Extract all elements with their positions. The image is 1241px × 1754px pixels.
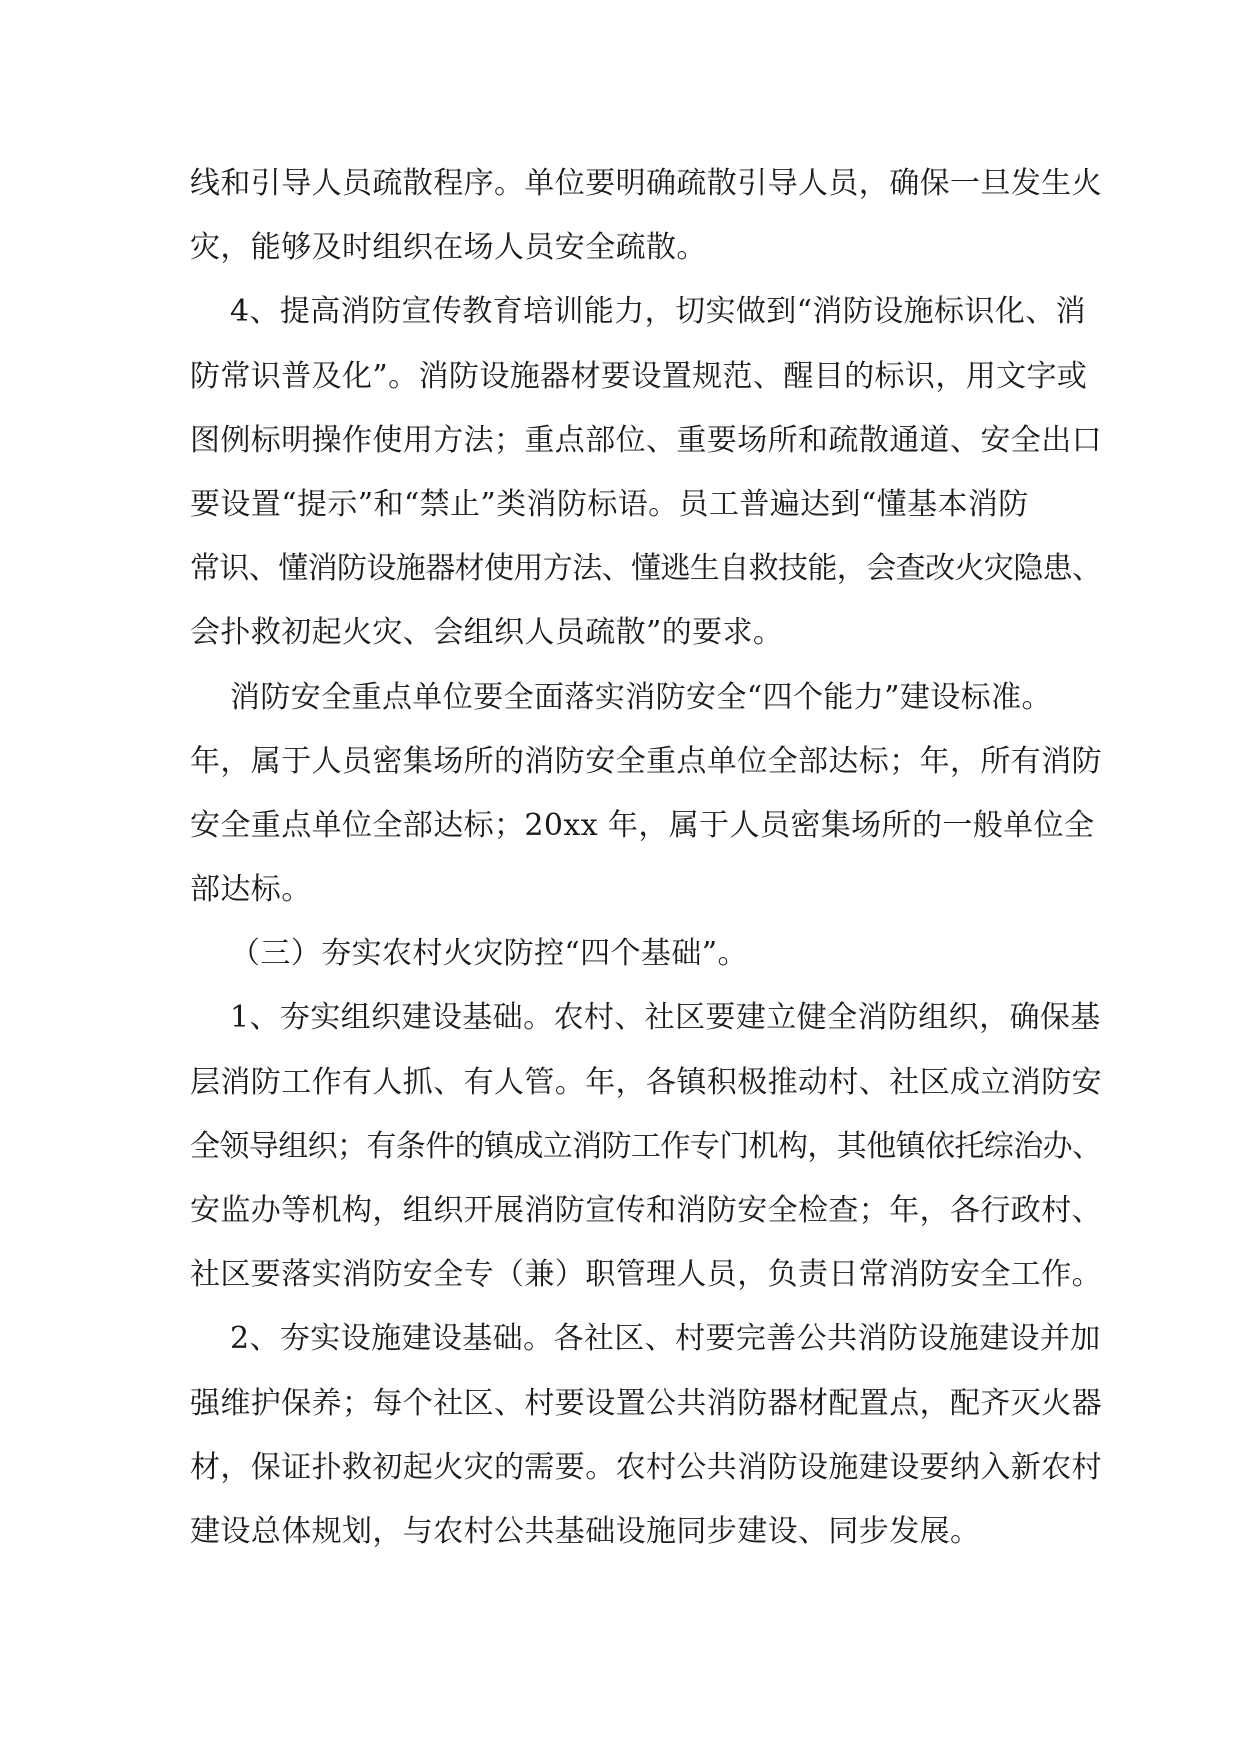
text-line: 常识、懂消防设施器材使用方法、懂逃生自救技能，会查改火灾隐患、 (190, 551, 1102, 587)
text-line: 建设总体规划，与农村公共基础设施同步建设、同步发展。 (190, 1513, 981, 1549)
section-heading: （三）夯实农村火灾防控“四个基础”。 (230, 936, 748, 972)
paragraph-start-line: 4、提高消防宣传教育培训能力，切实做到“消防设施标识化、消 (230, 294, 1087, 330)
document-body (190, 152, 1102, 1564)
text-line: 安全重点单位全部达标；20xx 年，属于人员密集场所的一般单位全 (190, 807, 1095, 843)
paragraph-start-line: 消防安全重点单位要全面落实消防安全“四个能力”建设标准。 (230, 679, 1052, 715)
text-line: 防常识普及化”。消防设施器材要设置规范、醒目的标识，用文字或 (190, 358, 1088, 394)
text-line: 部达标。 (190, 872, 312, 908)
text-line: 会扑救初起火灾、会组织人员疏散”的要求。 (190, 615, 784, 651)
text-line: 社区要落实消防安全专（兼）职管理人员，负责日常消防安全工作。 (190, 1257, 1102, 1293)
text-line: 要设置“提示”和“禁止”类消防标语。员工普遍达到“懂基本消防 (190, 486, 1029, 522)
text-line: 线和引导人员疏散程序。单位要明确疏散引导人员，确保一旦发生火 (190, 166, 1102, 201)
paragraph-start-line: 1、夯实组织建设基础。农村、社区要建立健全消防组织，确保基 (230, 1000, 1101, 1036)
text-line: 年，属于人员密集场所的消防安全重点单位全部达标；年，所有消防 (190, 743, 1102, 779)
text-line: 层消防工作有人抓、有人管。年，各镇积极推动村、社区成立消防安 (190, 1064, 1102, 1100)
text-line: 图例标明操作使用方法；重点部位、重要场所和疏散通道、安全出口 (190, 422, 1102, 458)
text-line: 材，保证扑救初起火灾的需要。农村公共消防设施建设要纳入新农村 (190, 1449, 1102, 1485)
text-line: 全领导组织；有条件的镇成立消防工作专门机构，其他镇依托综治办、 (190, 1128, 1102, 1164)
text-line: 灾，能够及时组织在场人员安全疏散。 (190, 230, 707, 266)
text-line: 安监办等机构，组织开展消防宣传和消防安全检查；年，各行政村、 (190, 1193, 1102, 1228)
paragraph-start-line: 2、夯实设施建设基础。各社区、村要完善公共消防设施建设并加 (230, 1321, 1101, 1357)
text-line: 强维护保养；每个社区、村要设置公共消防器材配置点，配齐灭火器 (190, 1385, 1102, 1421)
